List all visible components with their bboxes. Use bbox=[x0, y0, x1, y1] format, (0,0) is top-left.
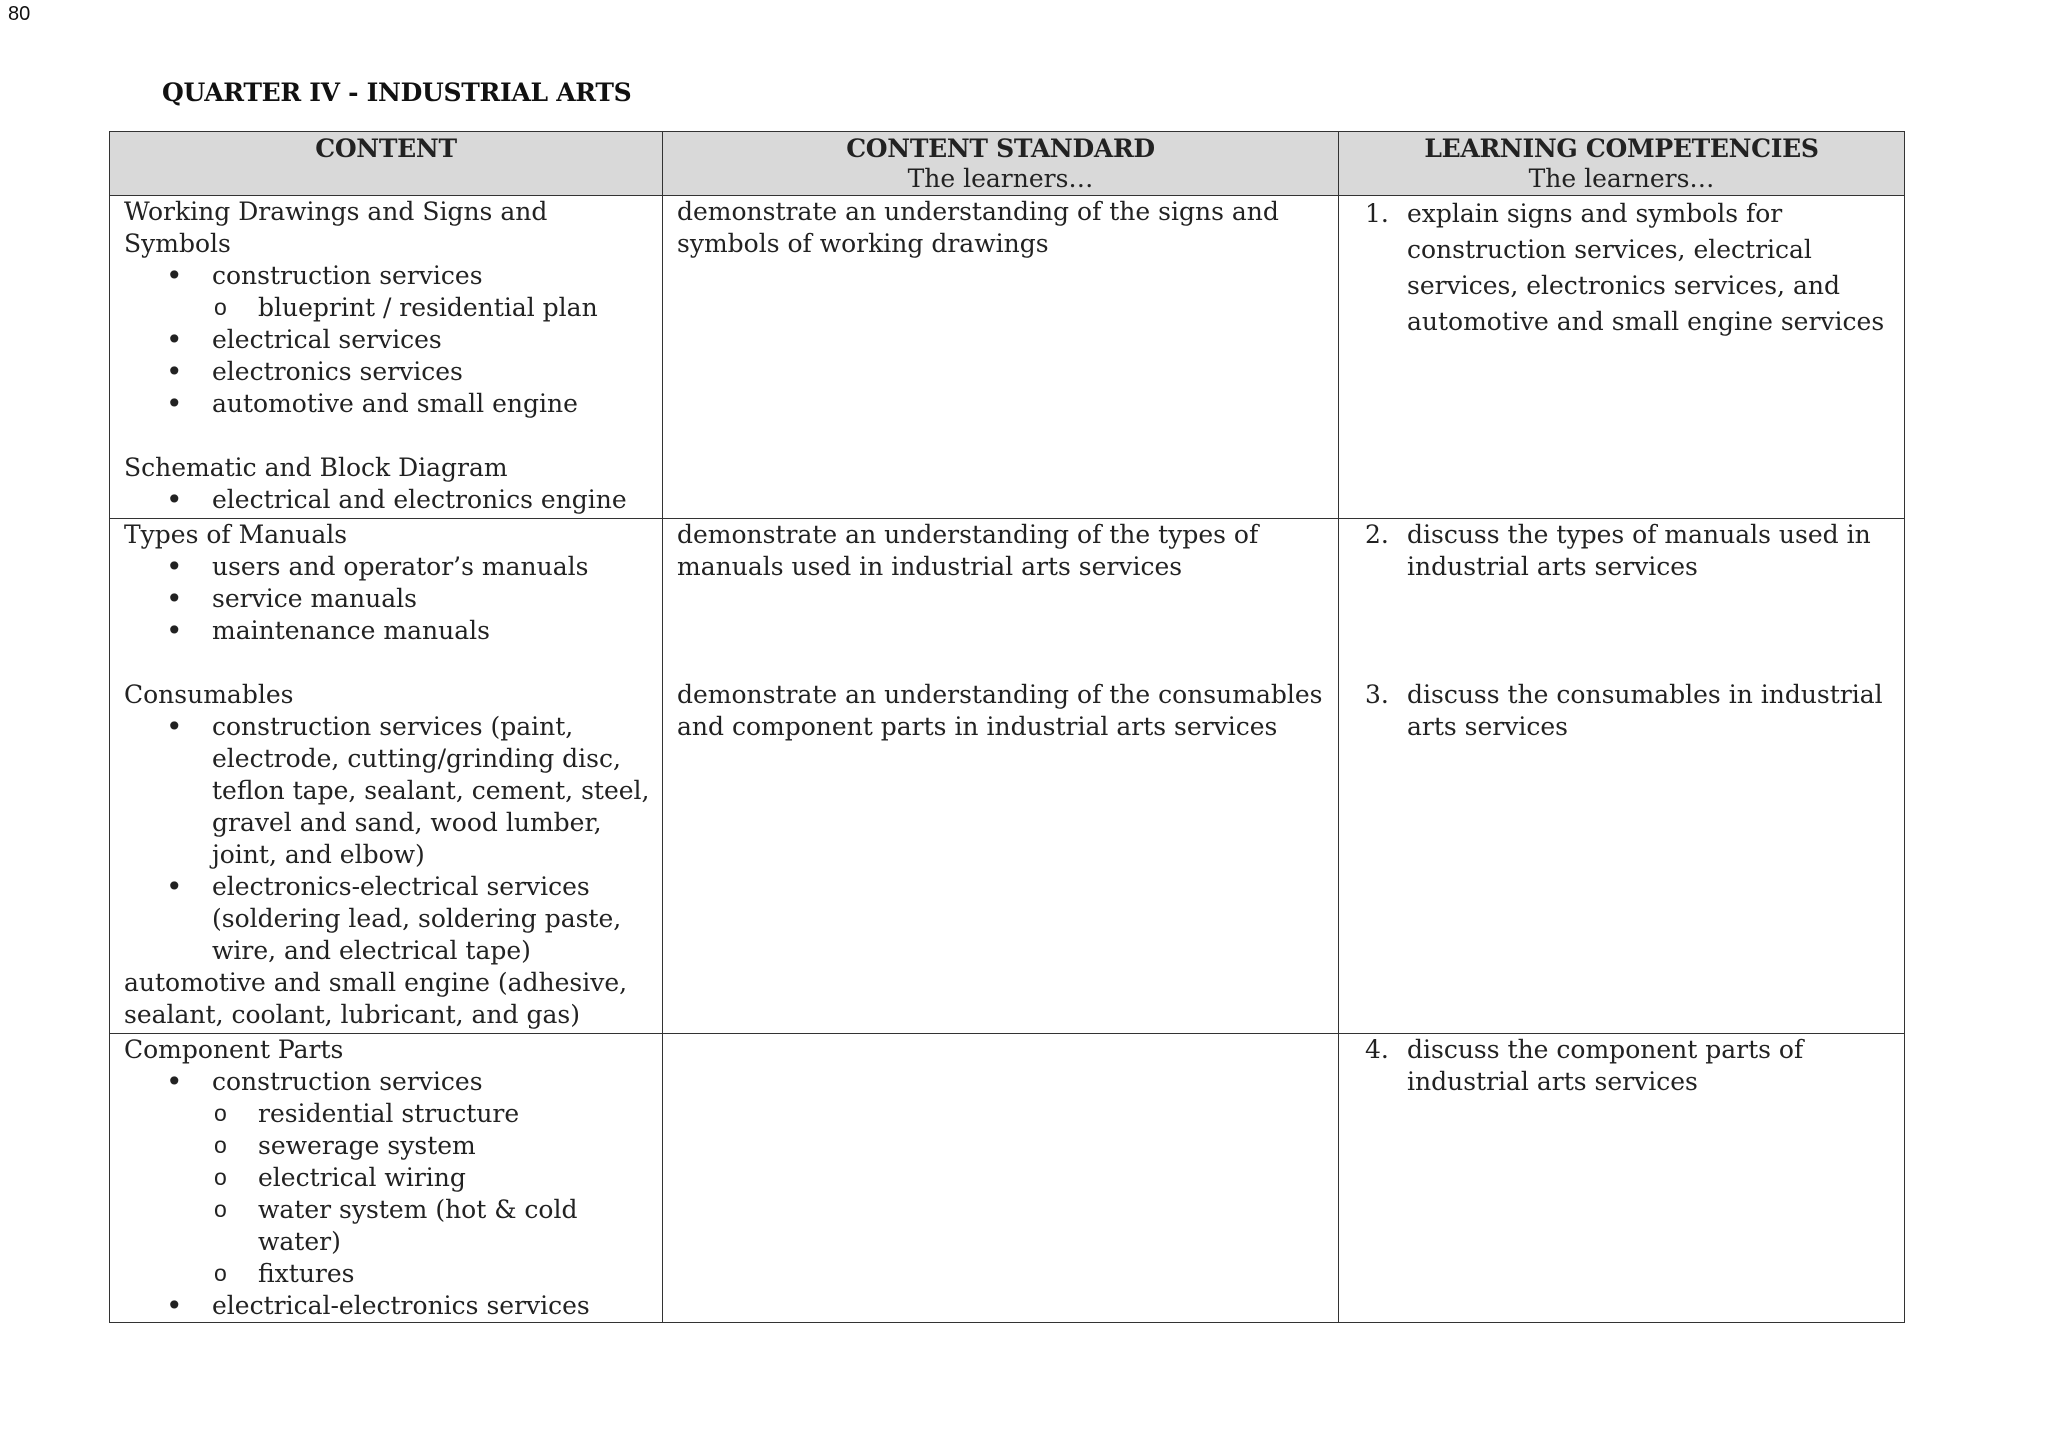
competency-cell bbox=[1339, 519, 1905, 1034]
spacer bbox=[124, 420, 654, 452]
list-item bbox=[124, 1258, 654, 1290]
table-row bbox=[110, 519, 1905, 1034]
list-item-label: electronics services bbox=[212, 357, 463, 386]
list-item bbox=[124, 1290, 654, 1322]
content-bullet-list bbox=[124, 260, 654, 292]
content-topic: Consumables bbox=[124, 680, 294, 709]
list-item bbox=[124, 711, 654, 871]
content-standard-cell bbox=[663, 196, 1339, 519]
list-item-label: sewerage system bbox=[258, 1131, 476, 1160]
header-content bbox=[110, 132, 663, 196]
list-item bbox=[124, 1098, 654, 1130]
content-standard-text: demonstrate an understanding of the signs and symbols of working drawings bbox=[677, 197, 1279, 258]
content-topic: Working Drawings and Signs and Symbols bbox=[124, 197, 548, 258]
spacer bbox=[1365, 583, 1892, 615]
list-item-label: residential structure bbox=[258, 1099, 520, 1128]
content-standard-text: demonstrate an understanding of the types of manuals used in industrial arts services bbox=[677, 520, 1259, 581]
competency-cell bbox=[1339, 196, 1905, 519]
spacer bbox=[124, 647, 654, 679]
list-item-label: maintenance manuals bbox=[212, 616, 490, 645]
header-content-label: CONTENT bbox=[315, 134, 457, 163]
content-cell bbox=[110, 519, 663, 1034]
list-item-label: electronics-electrical services (soldering lead, soldering paste, wire, and electrical tape) bbox=[212, 872, 622, 965]
list-item bbox=[124, 292, 654, 324]
content-topic: Component Parts bbox=[124, 1035, 344, 1064]
content-bullet-list bbox=[124, 711, 654, 967]
list-item bbox=[124, 484, 654, 516]
list-item bbox=[124, 1130, 654, 1162]
competency-text: explain signs and symbols for construction services, electrical services, electronics services, and automotive and small engine services bbox=[1407, 199, 1885, 336]
list-item bbox=[124, 871, 654, 967]
page-number: 80 bbox=[8, 3, 31, 25]
header-standard-sub: The learners… bbox=[907, 164, 1094, 193]
header-content-standard bbox=[663, 132, 1339, 196]
competency-text: discuss the types of manuals used in industrial arts services bbox=[1407, 520, 1871, 581]
competency-number: 2. bbox=[1365, 520, 1389, 549]
competency-number: 1. bbox=[1365, 199, 1389, 228]
content-tail-text: automotive and small engine (adhesive, sealant, coolant, lubricant, and gas) bbox=[124, 968, 628, 1029]
competency-item bbox=[1365, 196, 1892, 340]
list-item-label: construction services (paint, electrode, cutting/grinding disc, teflon tape, sealant, cement, steel, gravel and sand, wood lumber, joint, and elbow) bbox=[212, 712, 650, 869]
list-item-label: fixtures bbox=[258, 1259, 355, 1288]
content-sub-list bbox=[124, 1098, 654, 1290]
list-item bbox=[124, 260, 654, 292]
competency-cell bbox=[1339, 1034, 1905, 1323]
list-item-label: construction services bbox=[212, 261, 483, 290]
content-bullet-list bbox=[124, 1066, 654, 1098]
header-learning-competencies bbox=[1339, 132, 1905, 196]
spacer bbox=[677, 647, 1326, 679]
list-item-label: blueprint / residential plan bbox=[258, 293, 598, 322]
list-item bbox=[124, 388, 654, 420]
list-item-label: construction services bbox=[212, 1067, 483, 1096]
competency-item bbox=[1365, 519, 1892, 583]
spacer bbox=[677, 583, 1326, 615]
content-bullet-list bbox=[124, 484, 654, 516]
list-item-label: users and operator’s manuals bbox=[212, 552, 589, 581]
table-row bbox=[110, 196, 1905, 519]
competency-text: discuss the consumables in industrial arts services bbox=[1407, 680, 1883, 741]
competency-item bbox=[1365, 679, 1892, 743]
list-item bbox=[124, 615, 654, 647]
list-item bbox=[124, 583, 654, 615]
list-item bbox=[124, 324, 654, 356]
list-item-label: electrical and electronics engine bbox=[212, 485, 627, 514]
content-cell bbox=[110, 1034, 663, 1323]
competency-item bbox=[1365, 1034, 1892, 1098]
content-cell bbox=[110, 196, 663, 519]
header-standard-label: CONTENT STANDARD bbox=[846, 134, 1155, 163]
list-item-label: electrical-electronics services bbox=[212, 1291, 590, 1320]
content-standard-text: demonstrate an understanding of the consumables and component parts in industrial arts services bbox=[677, 680, 1323, 741]
content-topic: Types of Manuals bbox=[124, 520, 348, 549]
list-item bbox=[124, 551, 654, 583]
content-standard-cell bbox=[663, 1034, 1339, 1323]
content-sub-list bbox=[124, 292, 654, 324]
competency-text: discuss the component parts of industrial arts services bbox=[1407, 1035, 1804, 1096]
spacer bbox=[677, 615, 1326, 647]
list-item-label: electrical wiring bbox=[258, 1163, 466, 1192]
list-item-label: automotive and small engine bbox=[212, 389, 578, 418]
list-item bbox=[124, 1194, 654, 1258]
table-row bbox=[110, 1034, 1905, 1323]
content-bullet-list bbox=[124, 324, 654, 420]
list-item bbox=[124, 356, 654, 388]
list-item bbox=[124, 1066, 654, 1098]
header-competencies-sub: The learners… bbox=[1528, 164, 1715, 193]
list-item-label: electrical services bbox=[212, 325, 442, 354]
content-topic: Schematic and Block Diagram bbox=[124, 453, 508, 482]
competency-number: 4. bbox=[1365, 1035, 1389, 1064]
competency-number: 3. bbox=[1365, 680, 1389, 709]
list-item bbox=[124, 1162, 654, 1194]
spacer bbox=[1365, 615, 1892, 647]
content-standard-cell bbox=[663, 519, 1339, 1034]
spacer bbox=[1365, 647, 1892, 679]
list-item-label: service manuals bbox=[212, 584, 417, 613]
quarter-title: QUARTER IV - INDUSTRIAL ARTS bbox=[162, 78, 632, 107]
table-header-row bbox=[110, 132, 1905, 196]
content-bullet-list bbox=[124, 551, 654, 647]
content-bullet-list bbox=[124, 1290, 654, 1322]
curriculum-table bbox=[109, 131, 1905, 1323]
header-competencies-label: LEARNING COMPETENCIES bbox=[1424, 134, 1819, 163]
list-item-label: water system (hot & cold water) bbox=[258, 1195, 578, 1256]
